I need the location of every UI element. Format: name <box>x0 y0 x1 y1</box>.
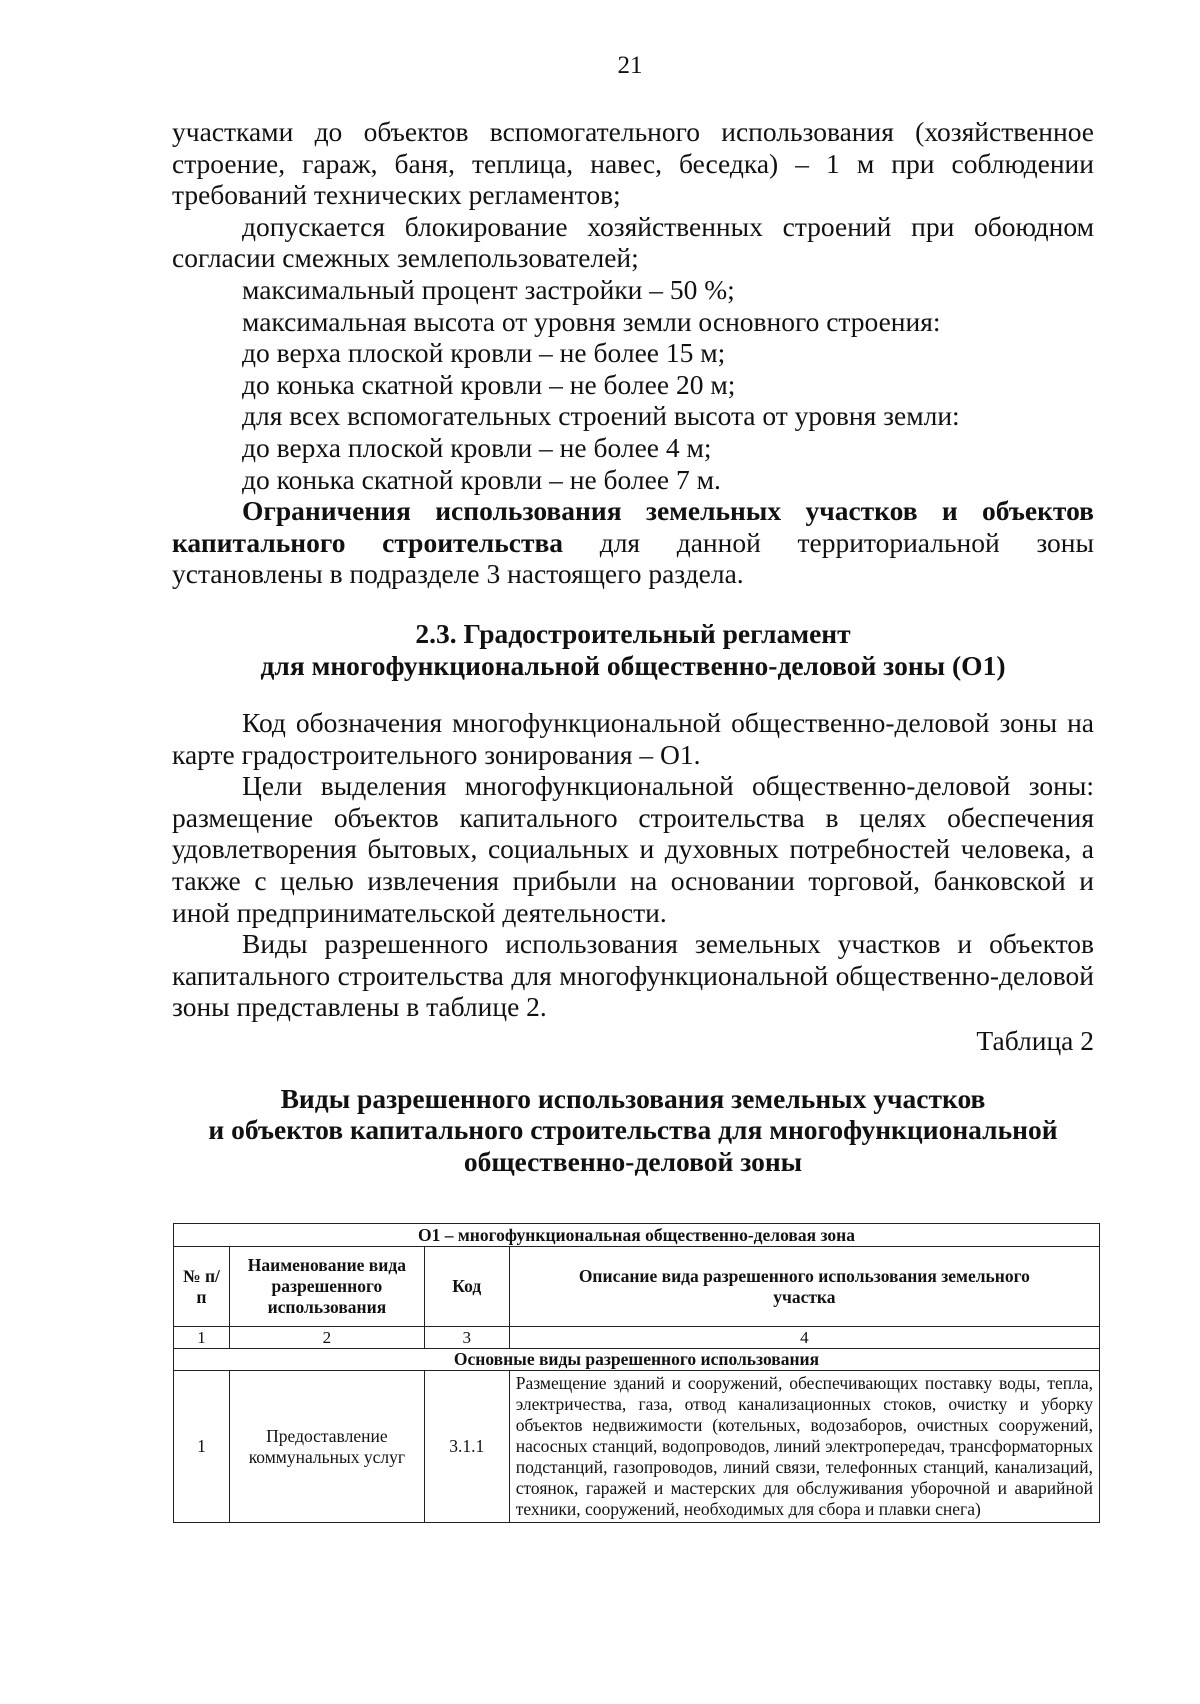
row-code: 3.1.1 <box>424 1371 509 1523</box>
restrictions-rest-text: для данной территориальной зоны установлены в подразделе 3 настоящего раздела. <box>172 526 1094 590</box>
header-code: Код <box>424 1247 509 1327</box>
paragraph-restrictions <box>172 495 1094 590</box>
header-name: Наименование вида разрешенного использования <box>229 1247 424 1327</box>
paragraph-zone-types: Виды разрешенного использования земельных участков и объектов капитального строительства для многофункциональной общественно-деловой зоны представлены в таблице 2. <box>172 928 1094 1023</box>
col-number-3: 3 <box>424 1327 509 1349</box>
header-num: № п/п <box>174 1247 230 1327</box>
row-name: Предоставление коммунальных услуг <box>229 1371 424 1523</box>
paragraph-zone-goals: Цели выделения многофункциональной общественно-деловой зоны: размещение объектов капитального строительства в целях обеспечения удовлетворения бытовых, социальных и духовных потребностей человека, а также с целью извлечения прибыли на основании торговой, банковской и иной предпринимательской деятельности. <box>172 770 1094 928</box>
permitted-use-table <box>173 1223 1100 1523</box>
table-title-line3: общественно-деловой зоны <box>463 1145 803 1177</box>
paragraph-setback: участками до объектов вспомогательного использования (хозяйственное строение, гараж, баня, теплица, навес, беседка) – 1 м при соблюдении требований технических регламентов; <box>172 116 1094 211</box>
line-aux-height: для всех вспомогательных строений высота от уровня земли: <box>242 400 960 432</box>
table-zone-header-row <box>174 1224 1100 1247</box>
page-number: 21 <box>617 52 643 79</box>
header-description: Описание вида разрешенного использования земельного участка <box>509 1247 1099 1327</box>
line-max-height-main: максимальная высота от уровня земли основного строения: <box>242 305 941 337</box>
table-title <box>172 1083 1094 1178</box>
table-label: Таблица 2 <box>976 1025 1094 1057</box>
document-body <box>172 116 1094 1177</box>
section-heading-line2: для многофункциональной общественно-деловой зоны (О1) <box>260 649 1006 681</box>
row-description: Размещение зданий и сооружений, обеспечивающих поставку воды, тепла, электричества, газа, отвод канализационных стоков, очистку и уборку объектов недвижимости (котельных, водозаборов, очистных сооружений, насосных станций, водопроводов, линий электропередач, трансформаторных подстанций, газопроводов, линий связи, телефонных станций, канализаций, стоянок, гаражей и мастерских для обслуживания уборочной и аварийной техники, сооружений, необходимых для сбора и плавки снега) <box>509 1371 1099 1523</box>
col-number-1: 1 <box>174 1327 230 1349</box>
paragraph-zone-code: Код обозначения многофункциональной общественно-деловой зоны на карте градостроительного зонирования – О1. <box>172 707 1094 770</box>
section-heading-line1: 2.3. Градостроительный регламент <box>415 617 851 649</box>
section-heading <box>172 618 1094 681</box>
paragraph-blocking: допускается блокирование хозяйственных строений при обоюдном согласии смежных землепользователей; <box>172 210 1094 274</box>
zone-header-cell: О1 – многофункциональная общественно-деловая зона <box>174 1224 1100 1247</box>
line-flat-roof-aux: до верха плоской кровли – не более 4 м; <box>242 431 712 463</box>
table-group-row <box>174 1349 1100 1371</box>
line-flat-roof-main: до верха плоской кровли – не более 15 м; <box>242 337 726 369</box>
row-num: 1 <box>174 1371 230 1523</box>
table-column-numbers-row <box>174 1327 1100 1349</box>
table-title-line2: и объектов капитального строительства для многофункциональной <box>208 1114 1058 1146</box>
group-main-uses: Основные виды разрешенного использования <box>174 1349 1100 1371</box>
table-row <box>174 1371 1100 1523</box>
table-header-row <box>174 1247 1100 1327</box>
line-pitched-roof-main: до конька скатной кровли – не более 20 м; <box>242 368 736 400</box>
table-title-line1: Виды разрешенного использования земельных участков <box>280 1082 986 1114</box>
line-pitched-roof-aux: до конька скатной кровли – не более 7 м. <box>242 463 721 495</box>
restrictions-bold-text: Ограничения использования земельных участков и объектов капитального строительства <box>172 495 1094 558</box>
col-number-2: 2 <box>229 1327 424 1349</box>
col-number-4: 4 <box>509 1327 1099 1349</box>
line-max-coverage: максимальный процент застройки – 50 %; <box>242 273 735 305</box>
